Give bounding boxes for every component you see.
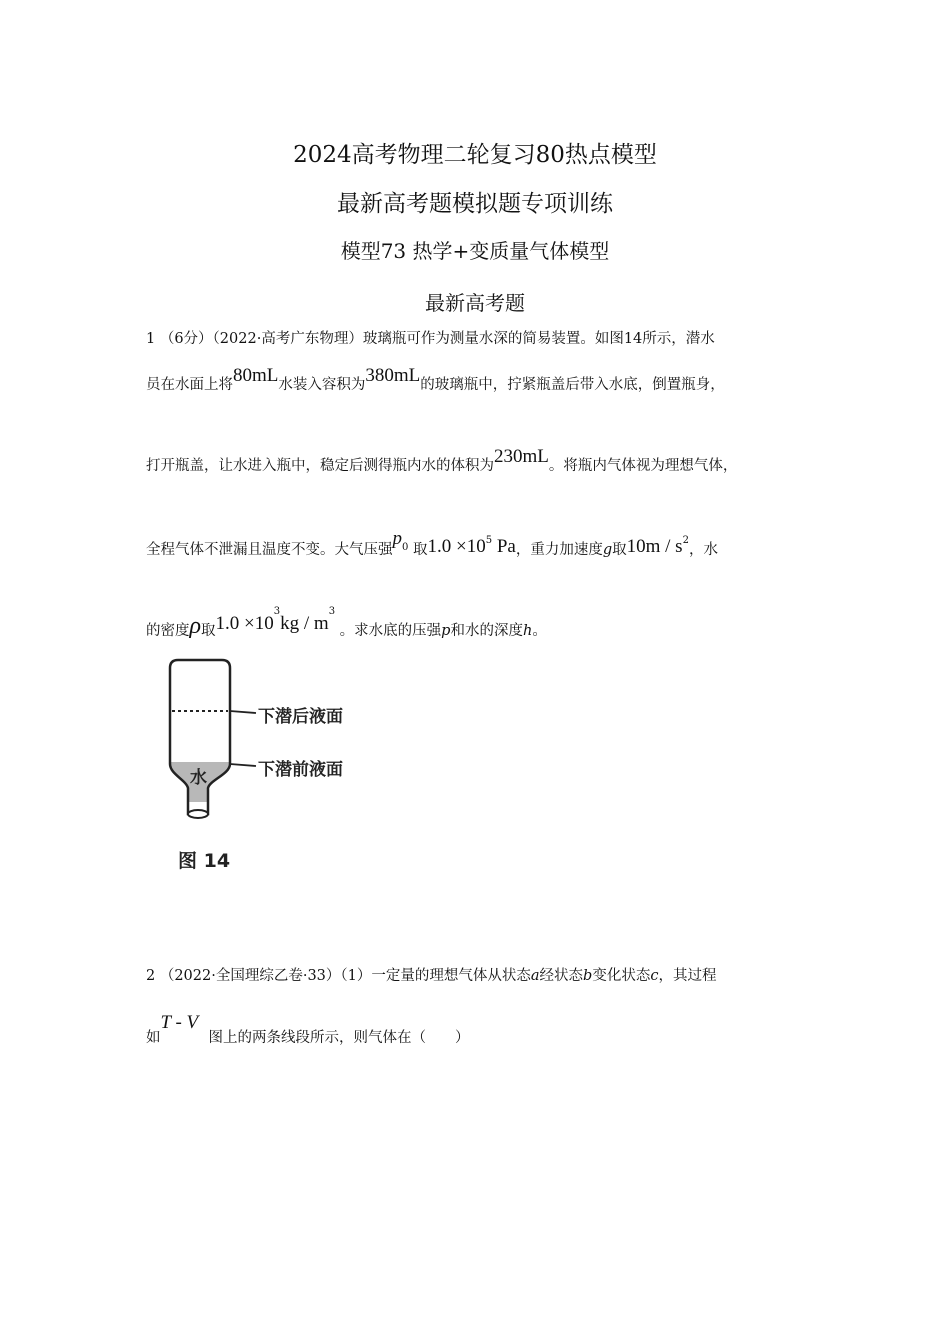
text: 变化状态 — [592, 968, 651, 984]
bottle-mouth — [188, 810, 208, 818]
p-symbol: p — [441, 623, 451, 639]
text: 水装入容积为 — [278, 377, 366, 393]
p0-unit: Pa — [492, 536, 516, 557]
figure-caption: 图 14 — [178, 850, 231, 872]
label-before-dive: 下潜前液面 — [258, 760, 343, 780]
text: 图上的两条线段所示，则气体在（ ） — [208, 1030, 470, 1046]
text: 取 — [201, 623, 216, 639]
text: 经状态 — [539, 968, 584, 984]
rho-unit-exponent: 3 — [328, 606, 336, 617]
water-label: 水 — [190, 768, 207, 788]
p0-value: 1.0 ×10 — [427, 536, 486, 557]
rho-unit: kg / m — [280, 613, 329, 634]
text: ，水 — [688, 542, 718, 558]
section-heading: 最新高考题 — [425, 291, 525, 315]
text: 取 — [612, 542, 627, 558]
leader-line-after — [230, 711, 256, 713]
text: 2 （2022·全国理综乙卷·33）（1）一定量的理想气体从状态 — [146, 968, 531, 984]
g-value: 10m / s — [626, 536, 683, 557]
q1-line-4 — [146, 528, 718, 561]
q2-line-1 — [146, 964, 716, 985]
q1-line-5 — [146, 606, 547, 642]
doc-subtitle: 最新高考题模拟题专项训练 — [337, 191, 613, 217]
state-a: a — [530, 968, 540, 984]
figure-14-bottle — [160, 652, 400, 882]
text: ，重力加速度 — [515, 542, 603, 558]
volume-final: 230mL — [494, 446, 549, 467]
text: 全程气体不泄漏且温度不变。大气压强 — [146, 542, 393, 558]
text: 员在水面上将 — [146, 377, 233, 393]
text: 的玻璃瓶中，拧紧瓶盖后带入水底，倒置瓶身， — [420, 377, 725, 393]
text: 。将瓶内气体视为理想气体， — [548, 458, 738, 474]
volume-bottle: 380mL — [365, 365, 421, 386]
p0-exponent: 5 — [485, 535, 493, 546]
text: 打开瓶盖，让水进入瓶中，稳定后测得瓶内水的体积为 — [146, 458, 494, 474]
h-symbol: h — [522, 623, 533, 639]
model-title: 模型73 热学+变质量气体模型 — [340, 239, 610, 263]
leader-line-before — [230, 764, 256, 766]
label-after-dive: 下潜后液面 — [258, 707, 343, 727]
q1-line-1: 1 （6分）（2022·高考广东物理）玻璃瓶可作为测量水深的简易装置。如图14所示，潜水 — [146, 331, 715, 347]
rho-symbol: ρ — [189, 613, 202, 639]
q1-line-2 — [146, 365, 725, 395]
g-symbol: g — [602, 542, 613, 558]
tv-diagram-symbol: T - V — [160, 1012, 199, 1033]
volume-initial: 80mL — [233, 365, 279, 386]
p0-subscript: 0 — [402, 541, 409, 553]
text: 。求水底的压强 — [339, 623, 442, 639]
text: 和水的深度 — [450, 623, 523, 639]
g-exponent: 2 — [682, 535, 689, 546]
doc-title: 2024高考物理二轮复习80热点模型 — [293, 142, 657, 168]
text: 如 — [146, 1030, 161, 1046]
text: 取 — [412, 542, 428, 558]
q2-line-2 — [146, 1012, 470, 1048]
text: ，其过程 — [658, 968, 717, 984]
rho-exponent: 3 — [273, 606, 281, 617]
rho-value: 1.0 ×10 — [215, 613, 274, 634]
state-b: b — [583, 968, 593, 984]
text: 的密度 — [146, 623, 190, 639]
q1-line-3 — [146, 446, 738, 476]
state-c: c — [650, 968, 659, 984]
text: 。 — [532, 623, 547, 639]
p0-symbol: p — [392, 528, 402, 549]
